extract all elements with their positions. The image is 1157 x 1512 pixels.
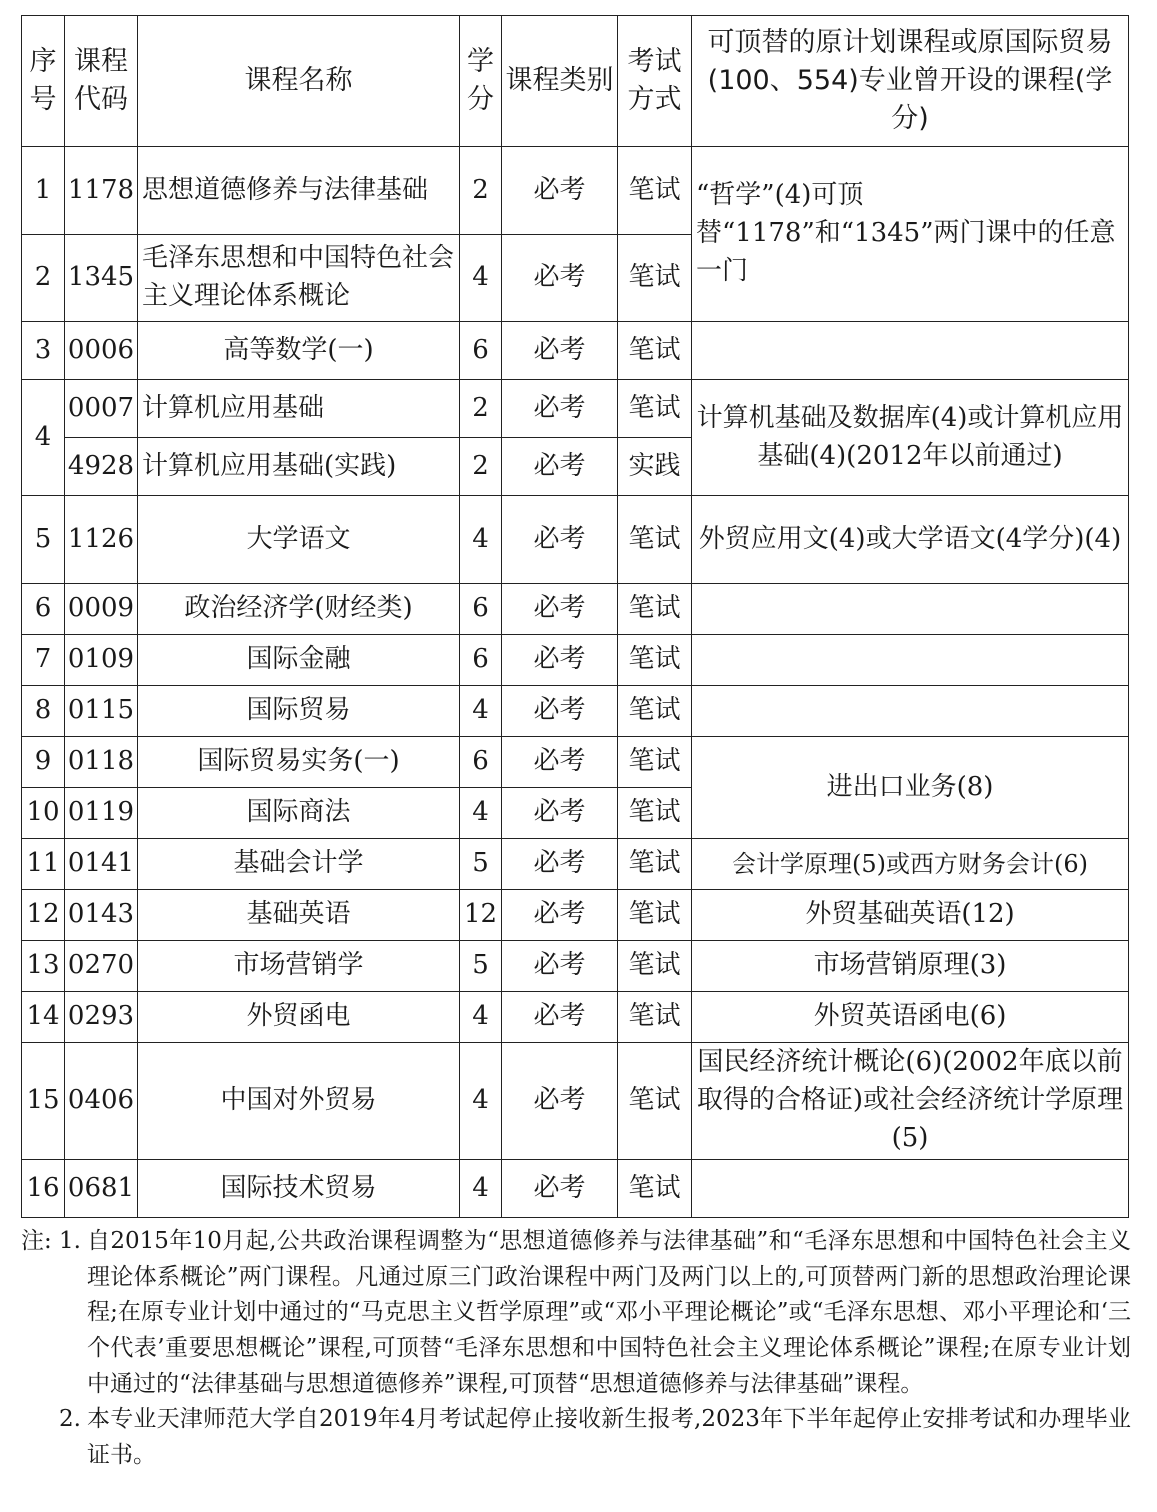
footnote-number: 2. [59,1406,81,1433]
cell-code: 1178 [65,147,138,235]
cell-name: 政治经济学(财经类) [138,584,460,635]
cell-index: 13 [22,941,65,992]
cell-exam: 笔试 [618,496,692,584]
cell-category: 必考 [502,438,618,496]
cell-credits: 4 [460,1043,502,1160]
cell-index: 9 [22,737,65,788]
header-name: 课程名称 [138,16,460,147]
cell-exam: 笔试 [618,635,692,686]
table-row [22,890,1129,941]
cell-exam: 笔试 [618,1160,692,1218]
cell-code: 4928 [65,438,138,496]
cell-index: 6 [22,584,65,635]
cell-name: 基础英语 [138,890,460,941]
cell-name: 基础会计学 [138,839,460,890]
cell-exam: 笔试 [618,839,692,890]
cell-name: 毛泽东思想和中国特色社会主义理论体系概论 [138,235,460,322]
cell-replace: 会计学原理(5)或西方财务会计(6) [692,839,1129,890]
header-index: 序号 [22,16,65,147]
cell-code: 1345 [65,235,138,322]
cell-credits: 2 [460,380,502,438]
cell-category: 必考 [502,890,618,941]
cell-credits: 4 [460,235,502,322]
cell-category: 必考 [502,380,618,438]
table-row [22,941,1129,992]
footnote-2 [21,1402,1131,1473]
cell-exam: 笔试 [618,235,692,322]
cell-index: 15 [22,1043,65,1160]
cell-credits: 4 [460,1160,502,1218]
cell-index: 5 [22,496,65,584]
cell-code: 0115 [65,686,138,737]
cell-code: 0270 [65,941,138,992]
cell-category: 必考 [502,584,618,635]
cell-index: 3 [22,322,65,380]
cell-code: 0119 [65,788,138,839]
header-code: 课程代码 [65,16,138,147]
cell-credits: 6 [460,635,502,686]
cell-credits: 5 [460,839,502,890]
cell-exam: 笔试 [618,788,692,839]
cell-replace: 进出口业务(8) [692,737,1129,839]
cell-credits: 5 [460,941,502,992]
cell-name: 国际技术贸易 [138,1160,460,1218]
cell-index: 10 [22,788,65,839]
cell-replace [692,635,1129,686]
cell-code: 0406 [65,1043,138,1160]
table-row [22,635,1129,686]
header-exam: 考试方式 [618,16,692,147]
cell-category: 必考 [502,788,618,839]
cell-replace: 外贸应用文(4)或大学语文(4学分)(4) [692,496,1129,584]
cell-code: 0143 [65,890,138,941]
cell-code: 0006 [65,322,138,380]
cell-name: 国际贸易实务(一) [138,737,460,788]
header-credits: 学分 [460,16,502,147]
cell-code: 0109 [65,635,138,686]
cell-index: 16 [22,1160,65,1218]
cell-name: 计算机应用基础 [138,380,460,438]
cell-credits: 6 [460,737,502,788]
cell-replace [692,584,1129,635]
cell-credits: 4 [460,686,502,737]
cell-name: 高等数学(一) [138,322,460,380]
cell-replace: 计算机基础及数据库(4)或计算机应用基础(4)(2012年以前通过) [692,380,1129,496]
cell-credits: 4 [460,992,502,1043]
footnote-text: 自2015年10月起,公共政治课程调整为“思想道德修养与法律基础”和“毛泽东思想和中国特色社会主义理论体系概论”两门课程。凡通过原三门政治课程中两门及两门以上的,可顶替两门新的思想政治理论课程;在原专业计划中通过的“马克思主义哲学原理”或“邓小平理论概论”或“毛泽东思想、邓小平理论和‘三个代表’重要思想概论”课程,可顶替“毛泽东思想和中国特色社会主义理论体系概论”课程;在原专业计划中通过的“法律基础与思想道德修养”课程,可顶替“思想道德修养与法律基础”课程。 [87,1228,1131,1397]
cell-category: 必考 [502,635,618,686]
cell-index: 2 [22,235,65,322]
cell-category: 必考 [502,686,618,737]
cell-index: 1 [22,147,65,235]
cell-category: 必考 [502,496,618,584]
cell-exam: 笔试 [618,686,692,737]
cell-index: 12 [22,890,65,941]
cell-exam: 实践 [618,438,692,496]
cell-category: 必考 [502,1160,618,1218]
course-table [21,15,1129,1218]
table-row [22,992,1129,1043]
cell-replace [692,322,1129,380]
cell-code: 0007 [65,380,138,438]
footnote-1 [21,1224,1131,1402]
header-row [22,16,1129,147]
cell-code: 0118 [65,737,138,788]
cell-credits: 4 [460,496,502,584]
cell-category: 必考 [502,737,618,788]
cell-name: 国际贸易 [138,686,460,737]
header-replace: 可顶替的原计划课程或原国际贸易(100、554)专业曾开设的课程(学分) [692,16,1129,147]
cell-credits: 2 [460,438,502,496]
cell-exam: 笔试 [618,380,692,438]
cell-exam: 笔试 [618,147,692,235]
cell-index: 8 [22,686,65,737]
header-category: 课程类别 [502,16,618,147]
cell-credits: 12 [460,890,502,941]
cell-exam: 笔试 [618,322,692,380]
cell-name: 中国对外贸易 [138,1043,460,1160]
cell-code: 0141 [65,839,138,890]
cell-index: 7 [22,635,65,686]
cell-exam: 笔试 [618,584,692,635]
cell-replace: 市场营销原理(3) [692,941,1129,992]
cell-code: 0009 [65,584,138,635]
cell-replace: 外贸基础英语(12) [692,890,1129,941]
cell-category: 必考 [502,322,618,380]
footnote-number: 1. [59,1228,81,1254]
table-row [22,584,1129,635]
cell-replace [692,686,1129,737]
cell-code: 0681 [65,1160,138,1218]
cell-code: 0293 [65,992,138,1043]
table-row [22,322,1129,380]
table-row [22,737,1129,788]
cell-category: 必考 [502,235,618,322]
cell-index: 14 [22,992,65,1043]
cell-credits: 2 [460,147,502,235]
table-row [22,496,1129,584]
cell-name: 外贸函电 [138,992,460,1043]
cell-category: 必考 [502,1043,618,1160]
cell-replace: “哲学”(4)可顶替“1178”和“1345”两门课中的任意一门 [692,147,1129,322]
footnote-text: 本专业天津师范大学自2019年4月考试起停止接收新生报考,2023年下半年起停止安排考试和办理毕业证书。 [87,1406,1131,1468]
footnote-prefix: 注: [21,1228,52,1254]
table-row [22,1043,1129,1160]
cell-replace: 国民经济统计概论(6)(2002年底以前取得的合格证)或社会经济统计学原理(5) [692,1043,1129,1160]
cell-credits: 6 [460,322,502,380]
cell-name: 大学语文 [138,496,460,584]
table-row [22,147,1129,235]
cell-name: 计算机应用基础(实践) [138,438,460,496]
cell-index: 11 [22,839,65,890]
cell-exam: 笔试 [618,992,692,1043]
cell-credits: 6 [460,584,502,635]
table-row [22,686,1129,737]
footnotes [21,1224,1131,1473]
cell-category: 必考 [502,839,618,890]
cell-exam: 笔试 [618,737,692,788]
cell-credits: 4 [460,788,502,839]
cell-replace [692,1160,1129,1218]
cell-replace: 外贸英语函电(6) [692,992,1129,1043]
cell-name: 思想道德修养与法律基础 [138,147,460,235]
cell-name: 国际金融 [138,635,460,686]
cell-exam: 笔试 [618,1043,692,1160]
table-row [22,1160,1129,1218]
table-row [22,839,1129,890]
table-row [22,380,1129,438]
cell-exam: 笔试 [618,941,692,992]
cell-category: 必考 [502,941,618,992]
cell-code: 1126 [65,496,138,584]
cell-name: 国际商法 [138,788,460,839]
cell-name: 市场营销学 [138,941,460,992]
cell-category: 必考 [502,147,618,235]
cell-category: 必考 [502,992,618,1043]
cell-exam: 笔试 [618,890,692,941]
cell-index: 4 [22,380,65,496]
